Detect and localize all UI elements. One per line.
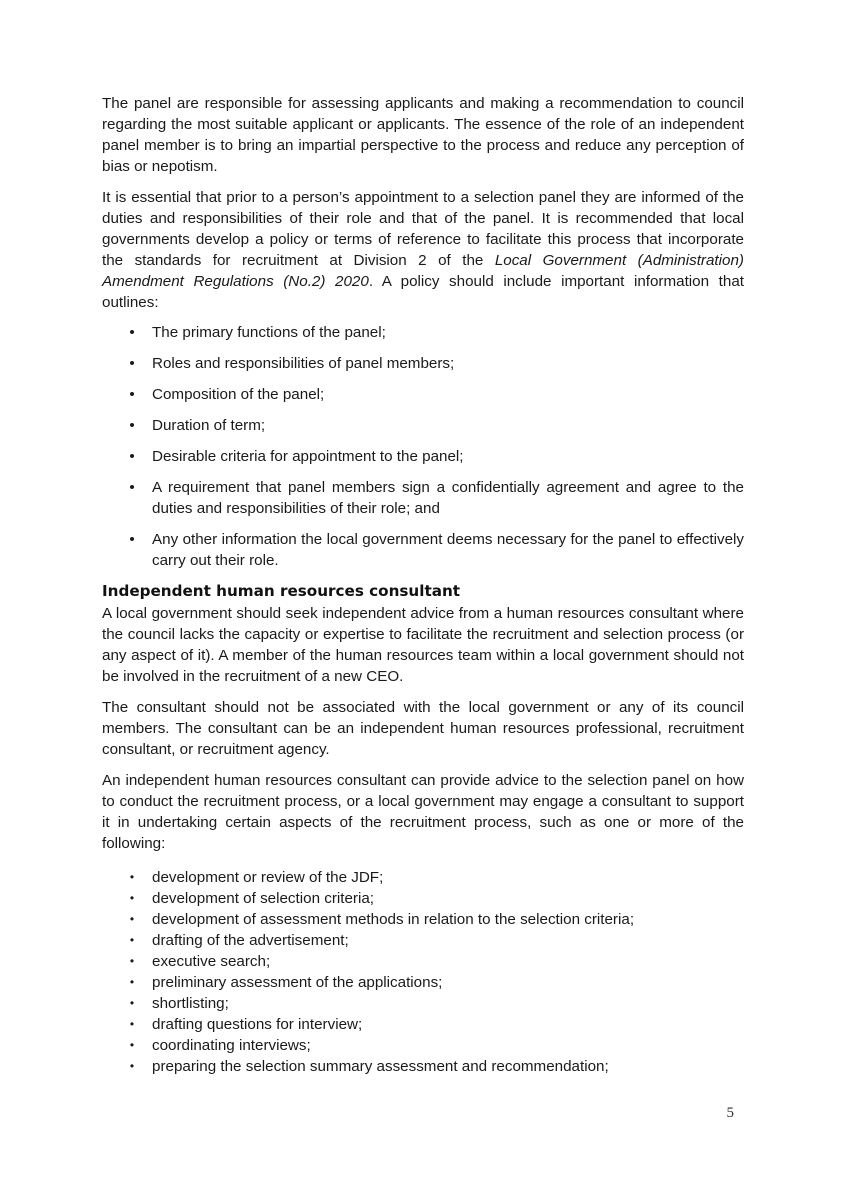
consultant-association-paragraph: The consultant should not be associated with the local government or any of its council members. The consultant can be an independent human resources professional, recruitment consultant, or recruitment agency. bbox=[102, 699, 744, 758]
section-heading: Independent human resources consultant bbox=[102, 582, 461, 600]
list-item-text: preparing the selection summary assessment and recommendation; bbox=[152, 1058, 609, 1075]
list-item bbox=[102, 446, 744, 467]
bullet-icon: • bbox=[129, 1038, 135, 1052]
bullet-icon: • bbox=[129, 1017, 135, 1031]
list-item bbox=[102, 867, 744, 888]
list-item-text: Desirable criteria for appointment to the panel; bbox=[152, 448, 464, 465]
bullet-icon: • bbox=[129, 417, 135, 434]
list-item-text: The primary functions of the panel; bbox=[152, 324, 386, 341]
list-item bbox=[102, 909, 744, 930]
bullet-icon: • bbox=[129, 975, 135, 989]
list-item bbox=[102, 888, 744, 909]
policy-paragraph bbox=[102, 187, 744, 313]
bullet-icon: • bbox=[129, 1059, 135, 1073]
list-item bbox=[102, 993, 744, 1014]
bullet-icon: • bbox=[129, 954, 135, 968]
bullet-icon: • bbox=[129, 386, 135, 403]
list-item-text: executive search; bbox=[152, 953, 271, 970]
consultant-support-paragraph: An independent human resources consultant can provide advice to the selection panel on how to conduct the recruitment process, or a local government may engage a consultant to support it in undertaking certain aspects of the recruitment process, such as one or more of the following: bbox=[102, 772, 744, 852]
list-item bbox=[102, 1035, 744, 1056]
bullet-icon: • bbox=[129, 870, 135, 884]
list-item bbox=[102, 415, 744, 436]
list-item bbox=[102, 1056, 744, 1077]
list-item-text: development or review of the JDF; bbox=[152, 869, 384, 886]
bullet-icon: • bbox=[129, 448, 135, 465]
bullet-icon: • bbox=[129, 933, 135, 947]
list-item-text: Composition of the panel; bbox=[152, 386, 325, 403]
list-item-text: drafting of the advertisement; bbox=[152, 932, 349, 949]
page-number: 5 bbox=[726, 1105, 734, 1121]
bullet-icon: • bbox=[129, 324, 135, 341]
list-item bbox=[102, 930, 744, 951]
list-item-text: drafting questions for interview; bbox=[152, 1016, 363, 1033]
policy-paragraph-tail: . A policy should include important information that outlines: bbox=[102, 273, 744, 311]
bullet-icon: • bbox=[129, 912, 135, 926]
list-item bbox=[102, 322, 744, 343]
bullet-icon: • bbox=[129, 355, 135, 372]
list-item bbox=[102, 477, 744, 519]
list-item-text: Any other information the local government deems necessary for the panel to effectively carry out their role. bbox=[152, 531, 744, 569]
list-item bbox=[102, 972, 744, 993]
consultant-advice-paragraph: A local government should seek independent advice from a human resources consultant where the council lacks the capacity or expertise to facilitate the recruitment and selection process (or any aspect of it). A member of the human resources team within a local government should not be involved in the recruitment of a new CEO. bbox=[102, 605, 744, 685]
list-item-text: A requirement that panel members sign a confidentially agreement and agree to the duties and responsibilities of their role; and bbox=[152, 479, 744, 517]
list-item-text: development of selection criteria; bbox=[152, 890, 375, 907]
bullet-icon: • bbox=[129, 891, 135, 905]
bullet-icon: • bbox=[129, 531, 135, 548]
regulation-title: Local Government (Administration) Amendment Regulations (No.2) 2020 bbox=[102, 252, 744, 290]
list-item-text: development of assessment methods in relation to the selection criteria; bbox=[152, 911, 635, 928]
list-item-text: preliminary assessment of the applications; bbox=[152, 974, 443, 991]
panel-responsibility-paragraph: The panel are responsible for assessing applicants and making a recommendation to council regarding the most suitable applicant or applicants. The essence of the role of an independent panel member is to bring an impartial perspective to the process and reduce any perception of bias or nepotism. bbox=[102, 95, 744, 175]
list-item bbox=[102, 951, 744, 972]
list-item-text: Roles and responsibilities of panel members; bbox=[152, 355, 455, 372]
list-item bbox=[102, 353, 744, 374]
list-item-text: shortlisting; bbox=[152, 995, 229, 1012]
list-item-text: coordinating interviews; bbox=[152, 1037, 311, 1054]
list-item bbox=[102, 384, 744, 405]
bullet-icon: • bbox=[129, 996, 135, 1010]
policy-paragraph-text: It is essential that prior to a person’s appointment to a selection panel they are informed of the duties and responsibilities of their role and that of the panel. It is recommended that local governments develop a policy or terms of reference to facilitate this process that incorporate the standards for recruitment at Division 2 of the bbox=[102, 189, 744, 269]
list-item-text: Duration of term; bbox=[152, 417, 266, 434]
policy-items-list bbox=[102, 322, 744, 571]
bullet-icon: • bbox=[129, 479, 135, 496]
list-item bbox=[102, 1014, 744, 1035]
consultant-tasks-list bbox=[102, 867, 744, 1077]
list-item bbox=[102, 529, 744, 571]
